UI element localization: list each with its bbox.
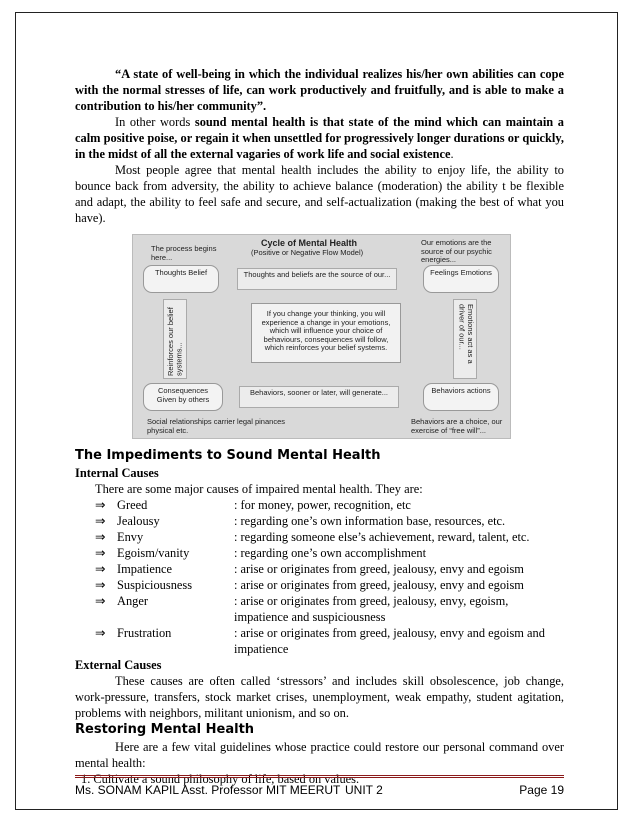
restoring-intro: Here are a few vital guidelines whose practice could restore our personal command over mental health: xyxy=(75,740,564,770)
footer-author: Ms. SONAM KAPIL Asst. Professor MIT MEERUT xyxy=(75,783,341,797)
restoring-heading: Restoring Mental Health xyxy=(75,722,255,737)
reinforces-label: Reinforces our belief systems... xyxy=(166,307,184,376)
cause-term: Greed xyxy=(117,498,148,512)
cause-term: Egoism/vanity xyxy=(117,546,190,560)
page-content xyxy=(75,66,564,787)
cause-term: Anger xyxy=(117,594,148,608)
center-explanation: If you change your thinking, you will experience a change in your emotions, which will influence your choice of behaviours, consequences will follow, which reinforces your belief systems. xyxy=(251,303,401,363)
consequences-node: Consequences Given by others xyxy=(143,383,223,411)
thoughts-belief-node: Thoughts Belief xyxy=(143,265,219,293)
list-item xyxy=(95,593,564,625)
other-words-suffix: . xyxy=(450,147,454,161)
cycle-of-mental-health-figure xyxy=(132,234,511,439)
cause-term: Jealousy xyxy=(117,514,160,528)
who-definition-quote: “A state of well-being in which the individual realizes his/her own abilities can cope with the normal stresses of life, can work productively and fruitfully, and is able to make a contribution to his/her community”. xyxy=(75,67,564,113)
emotions-source-label: Our emotions are the source of our psychic energies... xyxy=(421,238,492,264)
internal-causes-intro: There are some major causes of impaired mental health. They are: xyxy=(95,482,423,496)
impediments-heading: The Impediments to Sound Mental Health xyxy=(75,448,381,463)
cause-desc: : for money, power, recognition, etc xyxy=(234,498,411,512)
process-begins-label: The process begins here... xyxy=(151,244,217,262)
list-item xyxy=(95,545,564,561)
cause-desc: : arise or originates from greed, jealousy, envy and egoism xyxy=(234,578,524,592)
external-causes-text: These causes are often called ‘stressors’ and includes skill obsolescence, job change, work-pressure, transfers, stock market crises, unemployment, weak empathy, student agitation, problems with neighbors, militant unionism, and so on. xyxy=(75,674,564,720)
other-words-bold: sound mental health is that state of the mind which can maintain a calm positive poise, or regain it when unsettled for progressively longer durations or quickly, in the midst of all the external vagaries of work life and social existence xyxy=(75,115,564,161)
other-words-prefix: In other words xyxy=(115,115,195,129)
cause-desc: : arise or originates from greed, jealousy, envy, egoism, impatience and suspiciousness xyxy=(234,594,509,624)
cause-term: Suspiciousness xyxy=(117,578,193,592)
list-item xyxy=(95,497,564,513)
arrow-icon: ⇒ xyxy=(95,514,106,528)
left-vertical-arrow xyxy=(163,299,187,379)
page-footer xyxy=(75,775,564,797)
arrow-icon: ⇒ xyxy=(95,498,106,512)
list-item xyxy=(95,625,564,657)
restoring-item-1: 1. Cultivate a sound philosophy of life, based on values. xyxy=(81,772,360,786)
internal-causes-title: Internal Causes xyxy=(75,466,159,480)
arrow-icon: ⇒ xyxy=(95,578,106,592)
behaviors-arrow-label: Behaviors, sooner or later, will generate... xyxy=(239,386,399,408)
cause-term: Frustration xyxy=(117,626,172,640)
list-item xyxy=(95,513,564,529)
cause-term: Envy xyxy=(117,530,144,544)
cause-desc: : regarding someone else’s achievement, reward, talent, etc. xyxy=(234,530,530,544)
list-item xyxy=(95,529,564,545)
cause-desc: : regarding one’s own information base, resources, etc. xyxy=(234,514,506,528)
footer-unit: UNIT 2 xyxy=(345,783,383,797)
behaviors-actions-node: Behaviors actions xyxy=(423,383,499,411)
cause-term: Impatience xyxy=(117,562,173,576)
arrow-icon: ⇒ xyxy=(95,530,106,544)
figure-title: Cycle of Mental Health xyxy=(261,238,358,248)
feelings-emotions-node: Feelings Emotions xyxy=(423,265,499,293)
cause-desc: : arise or originates from greed, jealousy, envy and egoism xyxy=(234,562,524,576)
footer-page-number: Page 19 xyxy=(519,783,564,797)
thoughts-arrow-label: Thoughts and beliefs are the source of our... xyxy=(237,268,397,290)
cause-desc: : regarding one’s own accomplishment xyxy=(234,546,427,560)
arrow-icon: ⇒ xyxy=(95,546,106,560)
other-words-paragraph xyxy=(75,114,564,162)
agree-paragraph: Most people agree that mental health includes the ability to enjoy life, the ability to bounce back from adversity, the ability to achieve balance (moderation) the ability t be flexible and adapt, the ability to feel safe and secure, and self-actualization (making the best of what you have). xyxy=(75,163,564,225)
list-item xyxy=(95,577,564,593)
list-item xyxy=(95,561,564,577)
external-causes-title: External Causes xyxy=(75,658,162,672)
figure-subtitle: (Positive or Negative Flow Model) xyxy=(251,248,364,257)
right-vertical-arrow xyxy=(453,299,477,379)
internal-causes-list xyxy=(75,497,564,657)
arrow-icon: ⇒ xyxy=(95,562,106,576)
social-relationships-label: Social relationships carrier legal pinances physical etc. xyxy=(147,417,285,435)
behaviors-choice-label: Behaviors are a choice, our exercise of “free will”... xyxy=(411,417,503,435)
cause-desc: : arise or originates from greed, jealousy, envy and egoism and impatience xyxy=(234,626,545,656)
emotions-driver-label: Emotions act as a driver of our... xyxy=(457,304,475,364)
arrow-icon: ⇒ xyxy=(95,594,106,608)
arrow-icon: ⇒ xyxy=(95,626,106,640)
